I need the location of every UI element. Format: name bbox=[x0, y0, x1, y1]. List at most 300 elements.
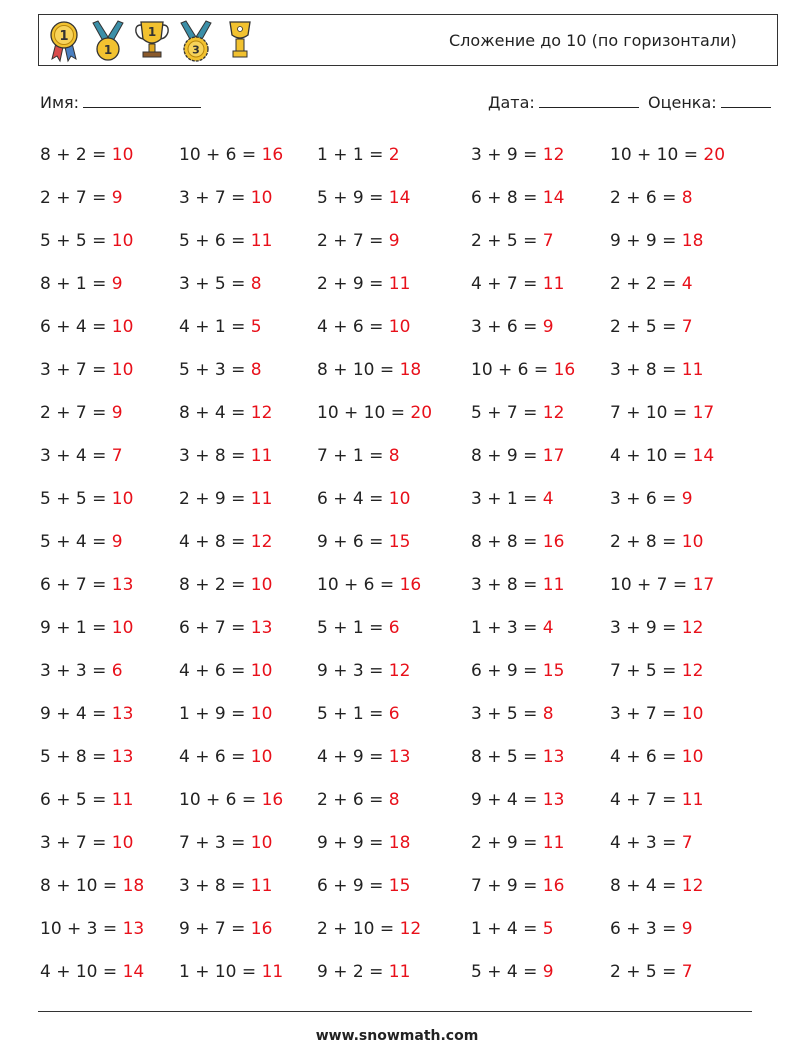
problem-expression: 9 + 6 = bbox=[317, 532, 389, 552]
problem-expression: 7 + 9 = bbox=[471, 876, 543, 896]
problem-expression: 2 + 9 = bbox=[317, 274, 389, 294]
problem-item bbox=[471, 700, 554, 728]
problem-expression: 8 + 10 = bbox=[317, 360, 400, 380]
problem-answer: 10 bbox=[681, 704, 704, 724]
problem-item bbox=[610, 528, 703, 556]
problem-answer: 17 bbox=[692, 575, 715, 595]
problem-answer: 10 bbox=[250, 833, 273, 853]
name-blank-line[interactable] bbox=[83, 93, 201, 108]
date-field[interactable] bbox=[488, 93, 639, 112]
problem-item bbox=[471, 958, 554, 986]
problem-item bbox=[471, 399, 564, 427]
name-field[interactable] bbox=[40, 93, 201, 112]
problem-expression: 8 + 2 = bbox=[179, 575, 251, 595]
problem-answer: 10 bbox=[250, 188, 273, 208]
problem-expression: 4 + 10 = bbox=[610, 446, 693, 466]
problem-answer: 13 bbox=[111, 575, 134, 595]
problem-row bbox=[40, 270, 780, 313]
problem-expression: 9 + 9 = bbox=[610, 231, 682, 251]
problem-row bbox=[40, 184, 780, 227]
problem-expression: 8 + 4 = bbox=[610, 876, 682, 896]
problem-expression: 6 + 9 = bbox=[317, 876, 389, 896]
problem-item bbox=[40, 958, 144, 986]
problem-item bbox=[610, 872, 703, 900]
footer-site: www.snowmath.com bbox=[315, 1028, 479, 1044]
problem-expression: 2 + 9 = bbox=[179, 489, 251, 509]
problem-item bbox=[317, 356, 421, 384]
problem-item bbox=[610, 786, 703, 814]
problem-item bbox=[471, 313, 554, 341]
problem-item bbox=[179, 313, 262, 341]
problem-item bbox=[40, 184, 123, 212]
problem-expression: 4 + 8 = bbox=[179, 532, 251, 552]
problem-item bbox=[471, 356, 575, 384]
svg-text:3: 3 bbox=[192, 43, 200, 57]
problem-answer: 15 bbox=[388, 532, 411, 552]
problem-item bbox=[317, 829, 410, 857]
problem-expression: 3 + 9 = bbox=[610, 618, 682, 638]
problem-item bbox=[40, 270, 123, 298]
problem-item bbox=[471, 485, 554, 513]
problem-answer: 11 bbox=[250, 876, 273, 896]
problem-item bbox=[610, 829, 693, 857]
problem-item bbox=[317, 528, 410, 556]
problem-expression: 9 + 4 = bbox=[40, 704, 112, 724]
problem-item bbox=[317, 442, 400, 470]
problem-expression: 2 + 5 = bbox=[610, 317, 682, 337]
problem-expression: 6 + 5 = bbox=[40, 790, 112, 810]
problem-item bbox=[610, 270, 693, 298]
problem-expression: 5 + 1 = bbox=[317, 704, 389, 724]
problem-expression: 5 + 6 = bbox=[179, 231, 251, 251]
problem-answer: 16 bbox=[250, 919, 273, 939]
problem-item bbox=[317, 786, 400, 814]
problem-expression: 7 + 5 = bbox=[610, 661, 682, 681]
problem-expression: 6 + 8 = bbox=[471, 188, 543, 208]
problem-answer: 11 bbox=[542, 274, 565, 294]
problem-item bbox=[610, 227, 703, 255]
problem-item bbox=[317, 700, 400, 728]
problem-item bbox=[40, 915, 144, 943]
problem-answer: 9 bbox=[111, 403, 123, 423]
problem-expression: 10 + 10 = bbox=[610, 145, 704, 165]
problem-row bbox=[40, 227, 780, 270]
problem-expression: 10 + 6 = bbox=[317, 575, 400, 595]
problem-item bbox=[471, 528, 564, 556]
score-label: Оценка: bbox=[648, 93, 717, 112]
problem-item bbox=[471, 657, 564, 685]
problem-answer: 11 bbox=[388, 962, 411, 982]
problem-expression: 5 + 5 = bbox=[40, 489, 112, 509]
problem-item bbox=[610, 184, 693, 212]
worksheet-header bbox=[38, 14, 778, 66]
problem-item bbox=[40, 872, 144, 900]
problem-answer: 8 bbox=[250, 360, 262, 380]
gold-medal-1-icon bbox=[45, 19, 83, 63]
problem-expression: 3 + 9 = bbox=[471, 145, 543, 165]
problem-item bbox=[471, 915, 554, 943]
problem-answer: 10 bbox=[388, 317, 411, 337]
problem-expression: 6 + 3 = bbox=[610, 919, 682, 939]
problem-answer: 10 bbox=[250, 747, 273, 767]
problem-item bbox=[179, 184, 272, 212]
problem-answer: 4 bbox=[542, 489, 554, 509]
problem-item bbox=[471, 829, 564, 857]
problem-expression: 4 + 7 = bbox=[610, 790, 682, 810]
problem-answer: 11 bbox=[250, 231, 273, 251]
problem-item bbox=[610, 313, 693, 341]
problem-expression: 8 + 5 = bbox=[471, 747, 543, 767]
problem-expression: 3 + 8 = bbox=[471, 575, 543, 595]
problem-item bbox=[317, 399, 432, 427]
problem-answer: 9 bbox=[681, 489, 693, 509]
problem-item bbox=[179, 700, 272, 728]
problem-item bbox=[179, 399, 272, 427]
problem-row bbox=[40, 958, 780, 1001]
problem-answer: 2 bbox=[388, 145, 400, 165]
problem-answer: 16 bbox=[399, 575, 422, 595]
problem-expression: 2 + 7 = bbox=[40, 188, 112, 208]
problem-item bbox=[610, 614, 703, 642]
problem-expression: 5 + 4 = bbox=[40, 532, 112, 552]
problem-answer: 8 bbox=[542, 704, 554, 724]
problem-answer: 10 bbox=[250, 661, 273, 681]
svg-text:1: 1 bbox=[59, 29, 69, 44]
problem-expression: 2 + 5 = bbox=[610, 962, 682, 982]
problem-answer: 4 bbox=[681, 274, 693, 294]
problem-row bbox=[40, 786, 780, 829]
problem-answer: 14 bbox=[388, 188, 411, 208]
problem-answer: 9 bbox=[111, 274, 123, 294]
problem-expression: 3 + 7 = bbox=[40, 833, 112, 853]
problem-answer: 12 bbox=[399, 919, 422, 939]
gold-medal-ribbon-1-icon bbox=[89, 19, 127, 63]
problem-item bbox=[610, 356, 703, 384]
problem-expression: 9 + 1 = bbox=[40, 618, 112, 638]
svg-text:1: 1 bbox=[103, 43, 113, 57]
problem-expression: 6 + 7 = bbox=[40, 575, 112, 595]
problem-item bbox=[179, 915, 272, 943]
problem-answer: 11 bbox=[388, 274, 411, 294]
problem-row bbox=[40, 528, 780, 571]
problem-item bbox=[40, 442, 123, 470]
problem-expression: 2 + 2 = bbox=[610, 274, 682, 294]
problem-item bbox=[40, 657, 123, 685]
problem-answer: 14 bbox=[122, 962, 145, 982]
problem-item bbox=[317, 915, 421, 943]
problem-expression: 4 + 10 = bbox=[40, 962, 123, 982]
problem-answer: 17 bbox=[542, 446, 565, 466]
problem-expression: 2 + 6 = bbox=[317, 790, 389, 810]
problem-item bbox=[40, 786, 133, 814]
problem-answer: 14 bbox=[692, 446, 715, 466]
problem-expression: 3 + 7 = bbox=[610, 704, 682, 724]
problem-item bbox=[471, 743, 564, 771]
problem-expression: 7 + 10 = bbox=[610, 403, 693, 423]
problem-expression: 9 + 3 = bbox=[317, 661, 389, 681]
problem-item bbox=[40, 614, 133, 642]
problem-item bbox=[179, 141, 283, 169]
problem-item bbox=[179, 614, 272, 642]
problem-answer: 18 bbox=[399, 360, 422, 380]
problem-expression: 4 + 1 = bbox=[179, 317, 251, 337]
problem-answer: 5 bbox=[250, 317, 262, 337]
problem-item bbox=[610, 700, 703, 728]
problem-expression: 2 + 5 = bbox=[471, 231, 543, 251]
problem-answer: 11 bbox=[111, 790, 134, 810]
problem-item bbox=[179, 743, 272, 771]
problem-answer: 13 bbox=[388, 747, 411, 767]
problem-answer: 15 bbox=[542, 661, 565, 681]
problem-expression: 3 + 5 = bbox=[179, 274, 251, 294]
problem-item bbox=[179, 786, 283, 814]
problem-item bbox=[179, 485, 272, 513]
problem-answer: 13 bbox=[111, 747, 134, 767]
problem-item bbox=[317, 657, 410, 685]
svg-text:1: 1 bbox=[147, 25, 157, 39]
problem-row bbox=[40, 700, 780, 743]
problem-expression: 1 + 3 = bbox=[471, 618, 543, 638]
problem-answer: 8 bbox=[388, 446, 400, 466]
problem-answer: 10 bbox=[111, 317, 134, 337]
problem-expression: 3 + 6 = bbox=[610, 489, 682, 509]
problem-item bbox=[471, 184, 564, 212]
problem-answer: 7 bbox=[542, 231, 554, 251]
problem-item bbox=[610, 442, 714, 470]
problem-expression: 6 + 4 = bbox=[317, 489, 389, 509]
problem-answer: 13 bbox=[111, 704, 134, 724]
score-field[interactable] bbox=[648, 93, 771, 112]
problem-answer: 10 bbox=[111, 360, 134, 380]
problem-expression: 9 + 9 = bbox=[317, 833, 389, 853]
problem-answer: 20 bbox=[410, 403, 433, 423]
problem-expression: 8 + 1 = bbox=[40, 274, 112, 294]
problem-item bbox=[317, 614, 400, 642]
problem-expression: 8 + 9 = bbox=[471, 446, 543, 466]
problem-answer: 18 bbox=[122, 876, 145, 896]
problem-answer: 9 bbox=[542, 962, 554, 982]
date-blank-line[interactable] bbox=[539, 93, 639, 108]
problem-expression: 6 + 7 = bbox=[179, 618, 251, 638]
problem-answer: 16 bbox=[553, 360, 576, 380]
problem-item bbox=[471, 442, 564, 470]
medal-icons bbox=[45, 19, 259, 63]
problem-expression: 3 + 1 = bbox=[471, 489, 543, 509]
problem-expression: 8 + 10 = bbox=[40, 876, 123, 896]
problem-answer: 12 bbox=[250, 532, 273, 552]
problem-item bbox=[40, 227, 133, 255]
problem-item bbox=[317, 958, 410, 986]
problem-item bbox=[179, 356, 262, 384]
problem-row bbox=[40, 399, 780, 442]
problem-item bbox=[40, 571, 133, 599]
score-blank-line[interactable] bbox=[721, 93, 771, 108]
problem-expression: 8 + 4 = bbox=[179, 403, 251, 423]
problem-expression: 5 + 9 = bbox=[317, 188, 389, 208]
problem-expression: 3 + 4 = bbox=[40, 446, 112, 466]
problem-answer: 15 bbox=[388, 876, 411, 896]
problem-answer: 13 bbox=[122, 919, 145, 939]
problem-item bbox=[471, 786, 564, 814]
problem-row bbox=[40, 743, 780, 786]
problem-expression: 1 + 1 = bbox=[317, 145, 389, 165]
problem-answer: 9 bbox=[681, 919, 693, 939]
problem-item bbox=[317, 227, 400, 255]
problem-item bbox=[317, 270, 410, 298]
problem-item bbox=[317, 571, 421, 599]
problem-item bbox=[40, 141, 133, 169]
problem-answer: 10 bbox=[681, 532, 704, 552]
problem-answer: 18 bbox=[388, 833, 411, 853]
problem-expression: 3 + 7 = bbox=[179, 188, 251, 208]
problem-row bbox=[40, 356, 780, 399]
problem-row bbox=[40, 915, 780, 958]
trophy-icon bbox=[221, 19, 259, 63]
problem-expression: 2 + 7 = bbox=[317, 231, 389, 251]
problem-row bbox=[40, 571, 780, 614]
problem-item bbox=[610, 399, 714, 427]
problem-item bbox=[179, 829, 272, 857]
problem-answer: 8 bbox=[681, 188, 693, 208]
problem-expression: 1 + 9 = bbox=[179, 704, 251, 724]
problem-answer: 10 bbox=[388, 489, 411, 509]
problem-answer: 10 bbox=[250, 704, 273, 724]
problem-expression: 3 + 7 = bbox=[40, 360, 112, 380]
problem-answer: 13 bbox=[542, 790, 565, 810]
problem-answer: 7 bbox=[681, 962, 693, 982]
problem-item bbox=[40, 313, 133, 341]
problem-expression: 4 + 7 = bbox=[471, 274, 543, 294]
problem-item bbox=[179, 227, 272, 255]
problem-answer: 11 bbox=[250, 489, 273, 509]
problem-answer: 11 bbox=[250, 446, 273, 466]
problem-answer: 10 bbox=[111, 489, 134, 509]
problem-expression: 5 + 7 = bbox=[471, 403, 543, 423]
footer-divider bbox=[38, 1011, 752, 1012]
problem-expression: 4 + 6 = bbox=[610, 747, 682, 767]
problem-expression: 10 + 6 = bbox=[179, 145, 262, 165]
problem-answer: 11 bbox=[681, 790, 704, 810]
problem-answer: 16 bbox=[261, 145, 284, 165]
problem-row bbox=[40, 614, 780, 657]
problem-expression: 2 + 10 = bbox=[317, 919, 400, 939]
problem-row bbox=[40, 442, 780, 485]
problem-expression: 2 + 6 = bbox=[610, 188, 682, 208]
problem-row bbox=[40, 313, 780, 356]
problem-answer: 7 bbox=[681, 833, 693, 853]
problem-answer: 12 bbox=[681, 876, 704, 896]
problem-expression: 5 + 1 = bbox=[317, 618, 389, 638]
problem-expression: 4 + 6 = bbox=[179, 661, 251, 681]
problem-answer: 12 bbox=[388, 661, 411, 681]
problem-answer: 16 bbox=[542, 532, 565, 552]
problem-item bbox=[610, 958, 693, 986]
problem-item bbox=[40, 829, 133, 857]
problem-item bbox=[610, 485, 693, 513]
problem-expression: 1 + 10 = bbox=[179, 962, 262, 982]
problem-item bbox=[471, 571, 564, 599]
problem-answer: 9 bbox=[542, 317, 554, 337]
problem-item bbox=[610, 141, 725, 169]
problem-expression: 3 + 8 = bbox=[179, 446, 251, 466]
problem-item bbox=[179, 657, 272, 685]
problem-expression: 3 + 3 = bbox=[40, 661, 112, 681]
problem-item bbox=[610, 915, 693, 943]
problem-expression: 4 + 3 = bbox=[610, 833, 682, 853]
problem-expression: 9 + 2 = bbox=[317, 962, 389, 982]
problem-expression: 4 + 9 = bbox=[317, 747, 389, 767]
problem-answer: 16 bbox=[542, 876, 565, 896]
problem-answer: 17 bbox=[692, 403, 715, 423]
problem-expression: 2 + 8 = bbox=[610, 532, 682, 552]
problem-answer: 7 bbox=[681, 317, 693, 337]
problem-expression: 8 + 8 = bbox=[471, 532, 543, 552]
problem-item bbox=[471, 614, 554, 642]
problem-answer: 9 bbox=[111, 532, 123, 552]
problem-answer: 8 bbox=[388, 790, 400, 810]
problem-item bbox=[179, 872, 272, 900]
problem-answer: 10 bbox=[250, 575, 273, 595]
name-label: Имя: bbox=[40, 93, 80, 112]
problem-expression: 3 + 6 = bbox=[471, 317, 543, 337]
problem-row bbox=[40, 485, 780, 528]
problem-expression: 9 + 7 = bbox=[179, 919, 251, 939]
problem-item bbox=[179, 270, 262, 298]
problem-expression: 5 + 5 = bbox=[40, 231, 112, 251]
problem-expression: 10 + 7 = bbox=[610, 575, 693, 595]
problem-answer: 13 bbox=[250, 618, 273, 638]
problem-expression: 10 + 6 = bbox=[179, 790, 262, 810]
problem-expression: 8 + 2 = bbox=[40, 145, 112, 165]
problem-answer: 12 bbox=[681, 618, 704, 638]
problem-answer: 6 bbox=[111, 661, 123, 681]
problem-row bbox=[40, 872, 780, 915]
problem-item bbox=[471, 141, 564, 169]
problem-answer: 10 bbox=[111, 145, 134, 165]
problem-answer: 4 bbox=[542, 618, 554, 638]
problem-answer: 9 bbox=[388, 231, 400, 251]
problem-expression: 2 + 7 = bbox=[40, 403, 112, 423]
problem-answer: 10 bbox=[111, 833, 134, 853]
problem-answer: 6 bbox=[388, 618, 400, 638]
problem-answer: 12 bbox=[542, 403, 565, 423]
problem-answer: 10 bbox=[111, 618, 134, 638]
problem-row bbox=[40, 657, 780, 700]
problem-answer: 6 bbox=[388, 704, 400, 724]
problem-expression: 6 + 9 = bbox=[471, 661, 543, 681]
problem-expression: 6 + 4 = bbox=[40, 317, 112, 337]
problem-answer: 14 bbox=[542, 188, 565, 208]
problem-item bbox=[610, 657, 703, 685]
problem-item bbox=[40, 399, 123, 427]
problem-expression: 7 + 3 = bbox=[179, 833, 251, 853]
problem-expression: 10 + 6 = bbox=[471, 360, 554, 380]
problem-answer: 16 bbox=[261, 790, 284, 810]
problem-answer: 10 bbox=[111, 231, 134, 251]
date-label: Дата: bbox=[488, 93, 535, 112]
problem-answer: 20 bbox=[703, 145, 726, 165]
problem-answer: 5 bbox=[542, 919, 554, 939]
problem-expression: 3 + 5 = bbox=[471, 704, 543, 724]
problem-expression: 4 + 6 = bbox=[317, 317, 389, 337]
problem-item bbox=[317, 743, 410, 771]
problem-item bbox=[317, 313, 410, 341]
problem-answer: 8 bbox=[250, 274, 262, 294]
problem-row bbox=[40, 829, 780, 872]
trophy-1-icon bbox=[133, 19, 171, 63]
problem-item bbox=[610, 571, 714, 599]
problem-answer: 7 bbox=[111, 446, 123, 466]
